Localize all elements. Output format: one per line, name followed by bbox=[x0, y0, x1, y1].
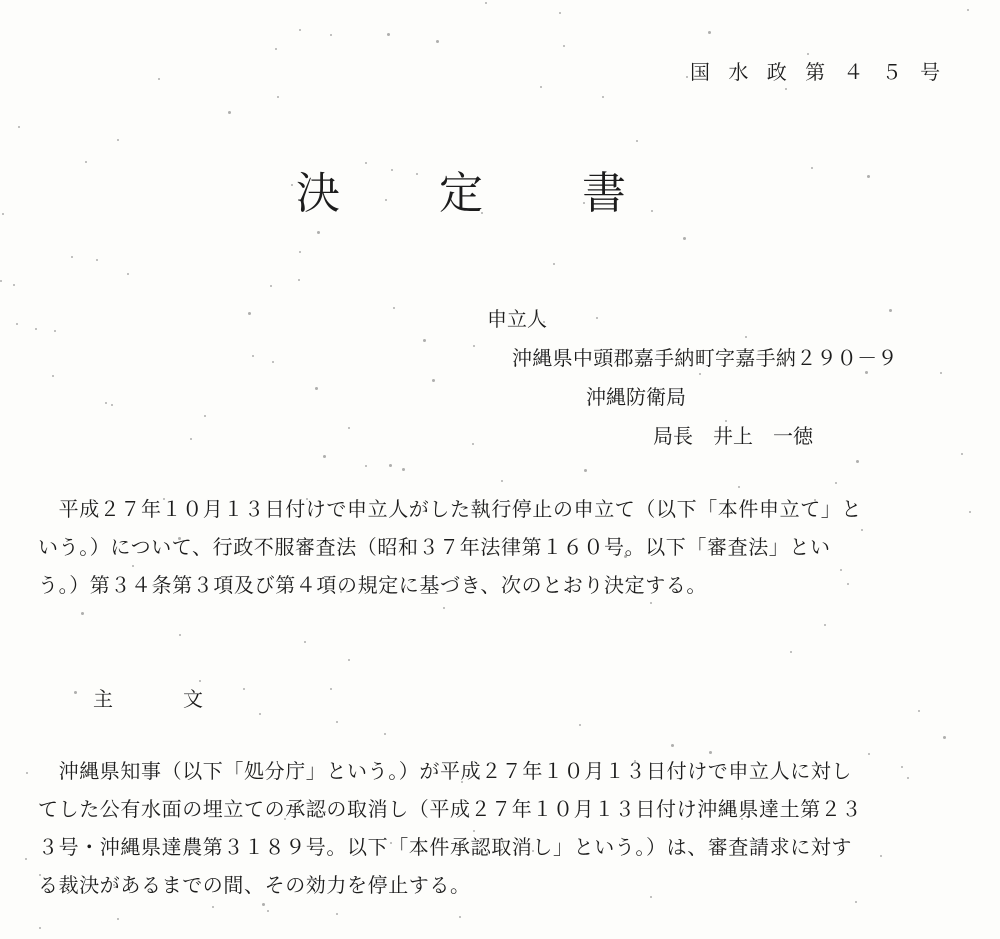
speckle bbox=[636, 140, 638, 142]
speckle bbox=[71, 256, 73, 258]
speckle bbox=[683, 237, 686, 240]
speckle bbox=[204, 415, 206, 417]
speckle bbox=[158, 78, 160, 80]
speckle bbox=[969, 511, 971, 513]
intro-line: 平成２７年１０月１３日付けで申立人がした執行停止の申立て（以下「本件申立て」と bbox=[38, 497, 862, 521]
speckle bbox=[111, 404, 113, 406]
speckle bbox=[16, 323, 18, 325]
speckle bbox=[243, 688, 245, 690]
main-line: 沖縄県知事（以下「処分庁」という。）が平成２７年１０月１３日付けで申立人に対し bbox=[38, 759, 852, 783]
speckle bbox=[365, 465, 367, 467]
speckle bbox=[402, 468, 405, 471]
speckle bbox=[596, 317, 598, 319]
speckle bbox=[259, 713, 261, 715]
intro-line: う。）第３４条第３項及び第４項の規定に基づき、次のとおり決定する。 bbox=[38, 573, 707, 597]
speckle bbox=[943, 736, 946, 739]
speckle bbox=[179, 634, 181, 636]
speckle bbox=[336, 721, 338, 723]
speckle bbox=[540, 86, 542, 88]
speckle bbox=[81, 612, 84, 615]
speckle bbox=[54, 330, 56, 332]
speckle bbox=[472, 443, 474, 445]
speckle bbox=[393, 307, 395, 309]
section-heading-main-text bbox=[93, 683, 203, 712]
speckle bbox=[96, 259, 98, 261]
speckle bbox=[304, 641, 306, 643]
speckle bbox=[563, 45, 565, 47]
document-title bbox=[296, 168, 626, 221]
speckle bbox=[2, 213, 4, 215]
title-char: 定 bbox=[439, 168, 483, 219]
speckle bbox=[272, 361, 274, 363]
speckle bbox=[459, 916, 461, 918]
speckle bbox=[824, 624, 826, 626]
main-line: る裁決があるまでの間、その効力を停止する。 bbox=[38, 873, 471, 897]
speckle bbox=[387, 33, 390, 36]
speckle bbox=[199, 680, 201, 682]
speckle bbox=[117, 918, 119, 920]
main-line: ３号・沖縄県達農第３１８９号。以下「本件承認取消し」という。）は、審査請求に対す bbox=[38, 835, 852, 859]
speckle bbox=[25, 858, 27, 860]
speckle bbox=[117, 139, 119, 141]
document-number: 国 水 政 第 ４ ５ 号 bbox=[690, 60, 947, 84]
speckle bbox=[299, 251, 301, 253]
speckle bbox=[330, 34, 332, 36]
speckle bbox=[248, 312, 251, 315]
speckle bbox=[190, 438, 192, 440]
intro-line: いう。）について、行政不服審査法（昭和３７年法律第１６０号。以下「審査法」とい bbox=[38, 535, 831, 559]
speckle bbox=[699, 373, 701, 375]
speckle bbox=[686, 76, 688, 78]
speckle bbox=[13, 284, 15, 286]
speckle bbox=[432, 379, 435, 382]
section-heading-char: 文 bbox=[183, 687, 203, 711]
speckle bbox=[856, 460, 859, 463]
speckle bbox=[39, 927, 41, 929]
speckle bbox=[298, 279, 300, 281]
speckle bbox=[807, 53, 809, 55]
speckle bbox=[790, 651, 792, 653]
speckle bbox=[940, 372, 942, 374]
speckle bbox=[330, 688, 332, 690]
speckle bbox=[501, 480, 503, 482]
section-heading-char: 主 bbox=[93, 687, 113, 711]
speckle bbox=[865, 371, 868, 374]
speckle bbox=[35, 328, 37, 330]
speckle bbox=[127, 273, 129, 275]
speckle bbox=[348, 659, 350, 661]
applicant-organization: 沖縄防衛局 bbox=[586, 385, 686, 409]
speckle bbox=[835, 482, 837, 484]
speckle bbox=[602, 96, 604, 98]
speckle bbox=[299, 29, 301, 31]
speckle bbox=[389, 464, 392, 467]
speckle bbox=[579, 724, 581, 726]
applicant-representative: 局長 井上 一徳 bbox=[653, 424, 813, 448]
speckle bbox=[918, 710, 920, 712]
speckle bbox=[315, 387, 318, 390]
speckle bbox=[275, 48, 277, 50]
speckle bbox=[671, 744, 674, 747]
main-line: てした公有水面の埋立ての承認の取消し（平成２７年１０月１３日付け沖縄県達土第２３ bbox=[38, 797, 862, 821]
speckle bbox=[336, 913, 338, 915]
speckle bbox=[384, 733, 386, 735]
speckle bbox=[738, 486, 740, 488]
speckle bbox=[85, 161, 87, 163]
speckle bbox=[74, 691, 77, 694]
speckle bbox=[365, 162, 367, 164]
speckle bbox=[651, 210, 653, 212]
speckle bbox=[443, 607, 445, 609]
speckle bbox=[811, 167, 813, 169]
speckle bbox=[553, 263, 555, 265]
speckle bbox=[867, 175, 870, 178]
speckle bbox=[277, 96, 279, 98]
speckle bbox=[889, 309, 892, 312]
title-char: 決 bbox=[296, 168, 340, 219]
speckle bbox=[436, 40, 439, 43]
speckle bbox=[26, 772, 28, 774]
speckle bbox=[105, 402, 107, 404]
speckle bbox=[18, 126, 20, 128]
speckle bbox=[228, 111, 231, 114]
speckle bbox=[212, 906, 214, 908]
applicant-label: 申立人 bbox=[487, 307, 547, 331]
speckle bbox=[584, 469, 587, 472]
main-text-paragraph bbox=[38, 752, 918, 904]
speckle bbox=[52, 375, 54, 377]
speckle bbox=[961, 453, 963, 455]
speckle bbox=[252, 355, 254, 357]
speckle bbox=[323, 455, 326, 458]
speckle bbox=[270, 285, 272, 287]
speckle bbox=[348, 427, 350, 429]
speckle bbox=[485, 2, 487, 4]
speckle bbox=[559, 12, 561, 14]
title-char: 書 bbox=[582, 168, 626, 219]
speckle bbox=[291, 184, 293, 186]
speckle bbox=[423, 339, 426, 342]
speckle bbox=[473, 345, 475, 347]
speckle bbox=[708, 31, 711, 34]
speckle bbox=[967, 9, 969, 11]
intro-paragraph bbox=[38, 490, 918, 604]
speckle bbox=[785, 88, 787, 90]
applicant-address: 沖縄県中頭郡嘉手納町字嘉手納２９０－９ bbox=[512, 346, 898, 370]
speckle bbox=[267, 910, 269, 912]
speckle bbox=[0, 280, 2, 282]
speckle bbox=[745, 336, 747, 338]
speckle bbox=[317, 231, 320, 234]
